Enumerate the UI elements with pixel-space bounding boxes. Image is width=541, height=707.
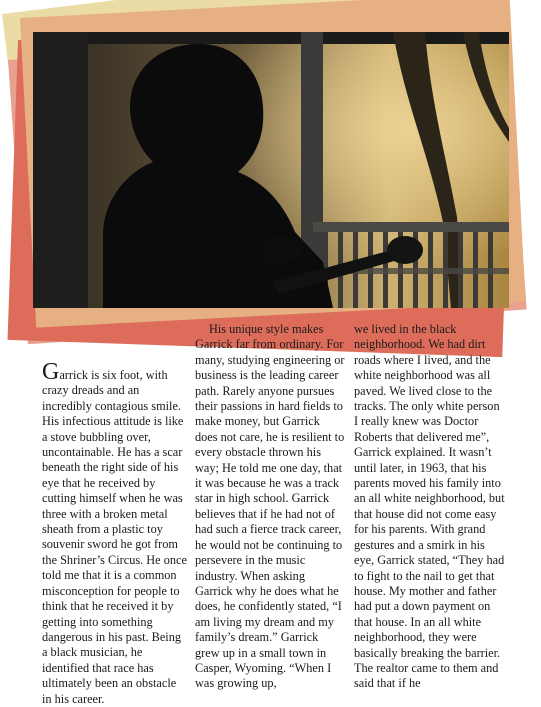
article-column-1-text: arrick is six foot, with crazy dreads and an incredibly contagious smile. His infectious attitude is like a stove bubbling over, uncontainable. He has a scar beneath the right side of his eye that he received by cutting himself when he was three with a broken metal sheath from a plastic toy souvenir sword he got from the Shriner’s Circus. He once told me that it is a common misconception for people to think that he received it by getting into something dangerous in his past. Being a black musician, he identified that race has ultimately been an obstacle in his career. bbox=[42, 368, 187, 706]
guitarist-silhouette-photo bbox=[33, 32, 509, 308]
article-column-3 bbox=[354, 322, 506, 692]
drop-cap: G bbox=[42, 359, 60, 385]
article-column-1 bbox=[42, 359, 188, 707]
article-column-3-text: we lived in the black neighborhood. We had dirt roads where I lived, and the white neighborhood was all paved. We lived close to the tracks. The only white person I really knew was Doctor Roberts that delivered me”, Garrick explained. It wasn’t until later, in 1963, that his parents moved his family into an all white neighborhood, but that house did not come easy for his parents. With grand gestures and a smirk in his eye, Garrick stated, “They had to fight to the nail to get that house. My mother and father had put a down payment on that house. In an all white neighborhood, they were basically breaking the barrier. The realtor came to them and said that if he bbox=[354, 322, 505, 691]
article-column-2 bbox=[195, 322, 345, 692]
article-column-2-text: His unique style makes Garrick far from ordinary. For many, studying engineering or business is the leading career path. Rarely anyone pursues their passions in hard fields to make money, but Garrick does not care, he is resilient to every obstacle thrown his way; He told me one day, that it was because he was a track star in high school. Garrick believes that if he had not of had such a fierce track career, he would not be continuing to persevere in the music industry. When asking Garrick why he does what he does, he confidently stated, “I am living my dream and my family’s dream.” Garrick grew up in a small town in Casper, Wyoming. “When I was growing up, bbox=[195, 322, 345, 691]
